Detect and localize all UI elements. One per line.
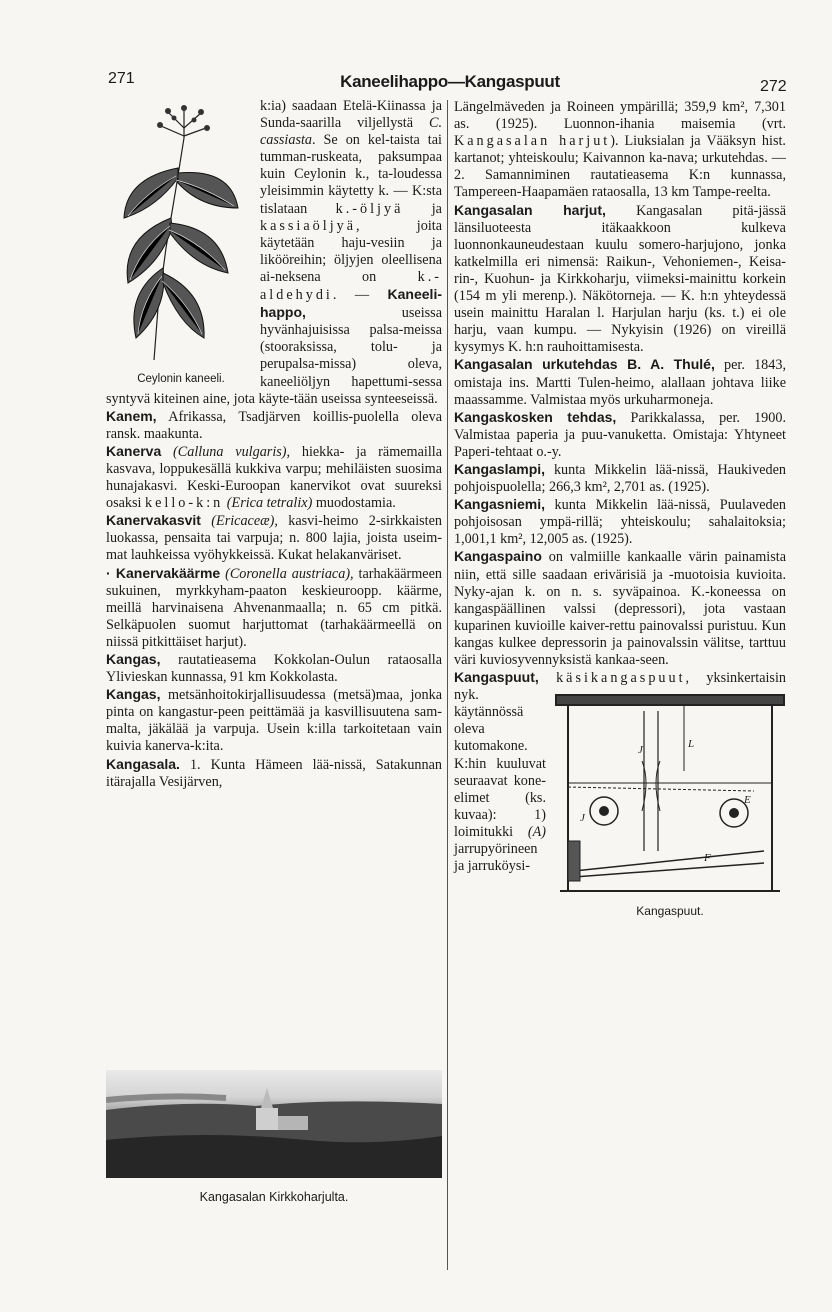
loom-figure (554, 691, 786, 919)
entry-kangasniemi: Kangasniemi, kunta Mikkelin lää-nissä, Puulaveden pohjoisosan ympä-rillä; yhteiskoulu; sahalaitoksia; 1,001,1 km², 12,005 as. (1925). (454, 496, 786, 548)
entry-kangas-asema: Kangas, rautatieasema Kokkolan-Oulun rataosalla Ylivieskan kunnassa, 91 km Kokkolasta. (106, 651, 442, 686)
entry-kangaspuut: Kangaspuut, käsikangaspuut, L J J E F Kangaspuut. yksinkertaisin nyk. käytännössä oleva kutomakone. K:hin kuuluvat seuraavat kone-elimet (ks. kuvaa): 1) loimitukki (A) jarrupyörineen ja jarruköysi- (454, 669, 786, 875)
entry-kanerva: Kanerva (Calluna vulgaris), hiekka- ja rämemailla kasvava, loppukesällä kukkiva varpu; mehiläisten suosima hunajakasvi. Keski-Euroopan kanervikot ovat suureksi osaksi kello-k:n (Erica tetralix) muodostamia. (106, 442, 442, 512)
entry-kangasala: Kangasala. 1. Kunta Hämeen lää-nissä, Satakunnan itärajalla Vesijärven, (106, 755, 442, 790)
entry-kangaskoski: Kangaskosken tehdas, Parikkalassa, per. 1900. Valmistaa paperia ja puu-vanuketta. Omistaja: Yhtyneet Paperi-tehtaat o.-y. (454, 408, 787, 460)
entry-kangasalan-harjut: Kangasalan harjut, Kangasalan pitä-jässä länsiluoteesta itäkaakkoon kulkeva luonnonkauneudestaan kuulu somero-harjujono, jonka katkelmilla eri nimensä: Raikun-, Vehoniemen-, Keisa-rin-, Kuohun- ja Kirkkoharju, viimeksi-mainittu korkein (154 m yli merenp.). Näkötorneja. — K. h:n yhteydessä usein mainittu Haralan l. Harjulan harju (ks. t.) ei ole harju, vaan kumpu. — Nykyisin (1926) on vireillä kysymys K. h:n rauhoittamisesta. (454, 201, 786, 356)
running-head: Kaneelihappo—Kangaspuut (340, 72, 560, 91)
entry-kangaspaino: Kangaspaino on valmiille kankaalle värin painamista niin, että sille saadaan erivärisiä ja -muotoisia kuvioita. Nyky-ajan k. on n. s. syväpainoa. K.-koneessa on kangaspäällinen valssi (depressori), jota vastaan kuparinen kuvioille kaiver-rettu painovalssi puristuu. Kun kangas kulkee depressorin ja painovalssin välitse, tarttuu väri kuviosyvennyksistä kankaa-seen. (454, 548, 786, 668)
cinnamon-branch-illustration (106, 98, 254, 368)
headword: Kaneeli-happo, (260, 286, 442, 321)
entry-kangasala-cont: Längelmäveden ja Roineen ympärillä; 359,9 km², 7,301 as. (1925). Luonnon-ihania maisemia (vrt. Kangasalan harjut). Liuksialan ja Vääksyn hist. kartanot; yhteiskoulu; Kaivannon ka-nava; urkutehdas. — 2. Samanniminen rautatieasema K:n kunnassa, Tampereen-Haapamäen rataosalla, 13 km Tampe-reelta. (454, 99, 786, 201)
photo-caption: Kangasalan Kirkkoharjulta. (199, 1190, 349, 1204)
left-column (106, 98, 442, 791)
svg-text:L: L (688, 738, 695, 751)
page-number-right: 272 (760, 78, 787, 95)
cinnamon-caption: Ceylonin kaneeli. (137, 372, 225, 385)
loom-illustration (554, 691, 786, 896)
column-rule (447, 100, 448, 1270)
entry-kanervakasvit: Kanervakasvit (Ericaceæ), kasvi-heimo 2-sirkkaisten luokassa, pensaita tai varpuja; n. 800 lajia, joista useim-mat lauhkeissa vyöhykkeissä. Kukat helakanväriset. (106, 512, 443, 564)
entry-kangaslampi: Kangaslampi, kunta Mikkelin lää-nissä, Haukiveden pohjoispuolella; 266,3 km², 2,701 as. (1925). (454, 460, 786, 496)
cinnamon-figure (106, 98, 254, 390)
kangasala-photo (106, 1070, 442, 1178)
entry-cassia: k:ia) saadaan Etelä-Kiinassa ja Sunda-saarilla viljellystä C. cassiasta. Se on kel-taista tai tumman-ruskeata, paksumpaa kuin Ceylonin k., ta-loudessa yleisimmin käytetty k. — K:sta tislataan k.-öljyä ja kassiaöljyä, joita käytetään haju-vesiin ja likööreihin; öljyjen oleellisena ai-neksena on k.-aldehydi. — Kaneeli-happo, useissa hyvänhajuisissa palsa-meissa (stooraksissa, tolu- ja perupalsa-missa) oleva, kaneeliöljyn hapettumi-sessa syntyvä kiteinen aine, jota käyte-tään useissa synteeseissä. (106, 98, 442, 407)
loom-caption: Kangaspuut. (636, 904, 704, 919)
entry-kanervakaarme: · Kanervakäärme (Coronella austriaca), tarhakäärmeen sukuinen, myrkkyham-paaton keskieuroopp. käärme, meillä harvinaisena Ahvenanmaalla; n. 65 cm pitkä. Selkäpuolen suomut harjuttomat (tarhakäärmeellä on niissä pitkittäiset harjut). (106, 564, 442, 650)
entry-kangas-metsa: Kangas, metsänhoitokirjallisuudessa (metsä)maa, jonka pinta on kangastur-peen peittämää ja kasvillisuutena sam-malta, jäkälää ja varpuja. Usein k:illa tarkoitetaan vain kuivia kanerva-k:ita. (106, 686, 442, 755)
page-number-left: 271 (108, 70, 135, 87)
right-column (454, 99, 787, 919)
svg-text:F: F (704, 852, 711, 865)
entry-kanem: Kanem, Afrikassa, Tsadjärven koillis-puolella oleva ransk. maakunta. (106, 407, 442, 442)
entry-urkutehdas: Kangasalan urkutehdas B. A. Thulé, per. 1843, omistaja ins. Martti Tulen-heimo, alallaan johtava liike maassamme. Valmistaa myös urkuharmoneja. (454, 356, 786, 408)
svg-text:E: E (744, 794, 751, 807)
svg-text:J: J (638, 744, 643, 757)
svg-text:J: J (580, 812, 585, 825)
